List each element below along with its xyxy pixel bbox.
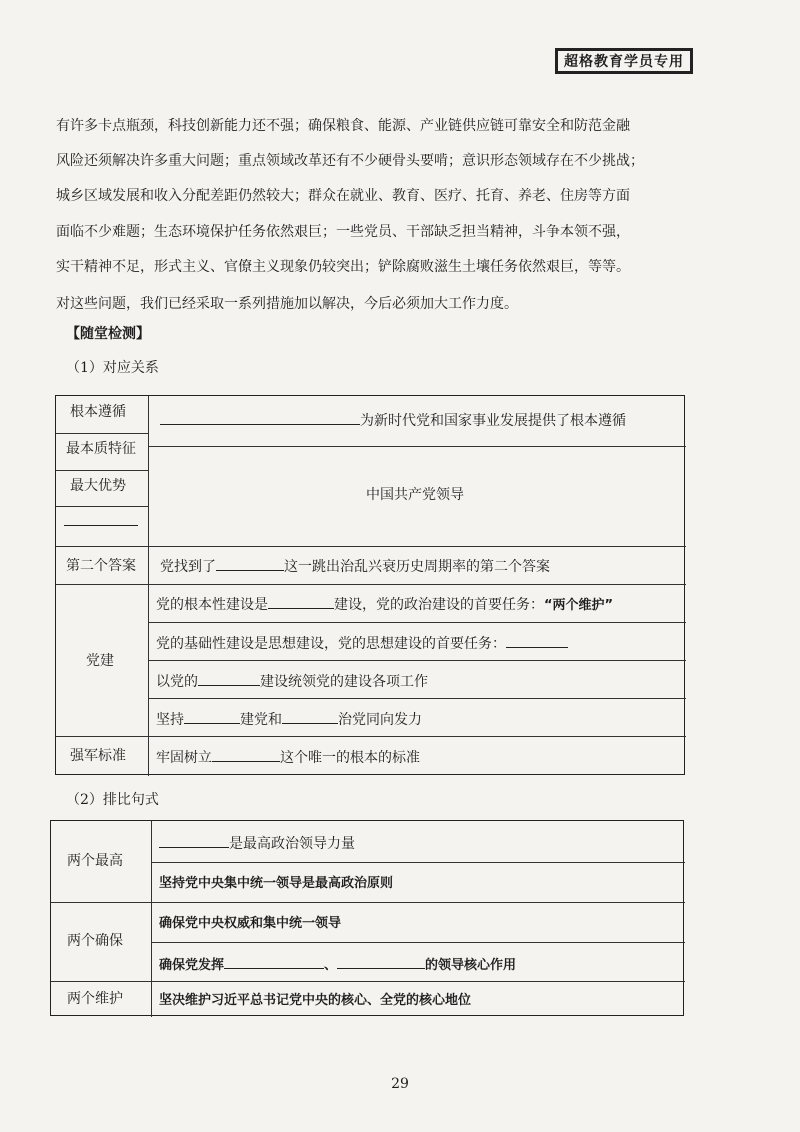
parallel-table bbox=[50, 820, 684, 1016]
part2-title: （2）排比句式 bbox=[66, 792, 159, 808]
highest-row-1: 是最高政治领导力量 bbox=[159, 833, 355, 854]
build-row-4: 坚持 建党和 治党同向发力 bbox=[156, 709, 422, 730]
label-second-answer: 第二个答案 bbox=[66, 558, 136, 574]
label-blank bbox=[64, 511, 138, 532]
paragraph-line-4: 面临不少难题；生态环境保护任务依然艰巨；一些党员、干部缺乏担当精神，斗争本领不强， bbox=[56, 224, 630, 240]
merged-content: 中国共产党领导 bbox=[366, 487, 464, 503]
student-use-badge: 超格教育学员专用 bbox=[556, 49, 692, 73]
r1-text: 为新时代党和国家事业发展提供了根本遵循 bbox=[360, 413, 626, 429]
uphold-row-1: 坚决维护习近平总书记党中央的核心、全党的核心地位 bbox=[159, 993, 472, 1008]
paragraph-line-3: 城乡区域发展和收入分配差距仍然较大；群众在就业、教育、医疗、托育、养老、住房等方面 bbox=[56, 188, 630, 204]
paragraph-line-6: 对这些问题，我们已经采取一系列措施加以解决，今后必须加大工作力度。 bbox=[56, 296, 518, 312]
second-answer-content: 党找到了 这一跳出治乱兴衰历史周期率的第二个答案 bbox=[160, 556, 550, 577]
ensure-row-1: 确保党中央权威和集中统一领导 bbox=[159, 916, 342, 931]
label-army-standard: 强军标准 bbox=[70, 748, 126, 764]
r1-content bbox=[160, 410, 626, 431]
paragraph-line-1: 有许多卡点瓶颈，科技创新能力还不强；确保粮食、能源、产业链供应链可靠安全和防范金融 bbox=[56, 118, 630, 134]
page-number: 29 bbox=[391, 1076, 409, 1092]
label-two-ensure: 两个确保 bbox=[67, 933, 123, 949]
paragraph-line-2: 风险还须解决许多重大问题；重点领域改革还有不少硬骨头要啃；意识形态领域存在不少挑战； bbox=[56, 153, 644, 169]
paragraph-line-5: 实干精神不足，形式主义、官僚主义现象仍较突出；铲除腐败滋生土壤任务依然艰巨，等等。 bbox=[56, 259, 630, 275]
label-greatest-advantage: 最大优势 bbox=[70, 478, 126, 494]
label-party-building: 党建 bbox=[86, 653, 114, 669]
army-content: 牢固树立 这个唯一的根本的标准 bbox=[156, 747, 420, 768]
build-row-3: 以党的 建设统领党的建设各项工作 bbox=[156, 671, 428, 692]
highest-row-2: 坚持党中央集中统一领导是最高政治原则 bbox=[159, 876, 394, 891]
build-row-1: 党的根本性建设是 建设，党的政治建设的首要任务：“两个维护” bbox=[156, 594, 613, 616]
label-fundamental-guideline: 根本遵循 bbox=[70, 404, 126, 420]
section-title: 【随堂检测】 bbox=[66, 326, 150, 342]
build-row-2: 党的基础性建设是思想建设，党的思想建设的首要任务： bbox=[156, 633, 568, 654]
ensure-row-2: 确保党发挥 、 的领导核心作用 bbox=[159, 954, 516, 976]
part1-title: （1）对应关系 bbox=[66, 360, 159, 376]
label-essential-feature: 最本质特征 bbox=[66, 441, 136, 457]
label-two-highest: 两个最高 bbox=[67, 853, 123, 869]
correspondence-table bbox=[55, 395, 685, 775]
label-two-upholds: 两个维护 bbox=[67, 991, 123, 1007]
